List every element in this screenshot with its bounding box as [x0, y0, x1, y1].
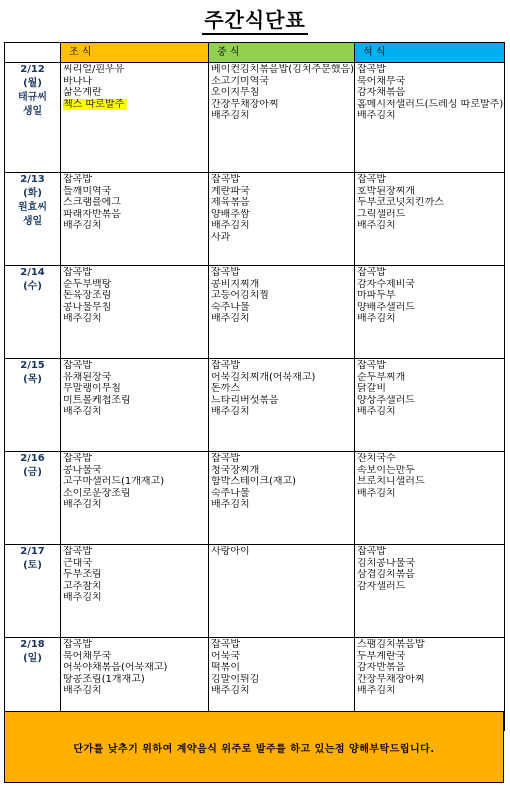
weekly-menu-table — [4, 42, 505, 731]
menu-item: 어묵야채볶음(어묵재고) — [63, 662, 168, 674]
menu-item: 잡곡밥 — [357, 64, 386, 75]
menu-item — [211, 122, 354, 134]
menu-item — [357, 418, 504, 430]
day-row — [5, 173, 505, 266]
menu-item: 배추김치 — [357, 313, 396, 325]
menu-item — [63, 511, 208, 523]
menu-item: 무말랭이무침 — [63, 383, 121, 395]
day-row — [5, 266, 505, 359]
day-weekday: (일) — [23, 653, 42, 664]
menu-item: 씨리얼/흰우유 — [63, 64, 125, 75]
day-note: 생일 — [22, 216, 43, 227]
day-cell — [5, 173, 61, 266]
menu-item: 잡곡밥 — [211, 453, 240, 464]
day-weekday: (토) — [23, 560, 42, 571]
menu-item: 닭갈비 — [357, 383, 386, 395]
menu-item: 어묵국 — [211, 650, 240, 662]
menu-item: 유채된장국 — [63, 371, 112, 383]
header-lunch: 중 식 — [209, 43, 355, 63]
day-weekday: (화) — [23, 188, 42, 199]
dinner-cell — [355, 63, 505, 173]
day-note: 생일 — [22, 106, 43, 117]
menu-item — [211, 325, 354, 337]
day-date: 2/12 — [20, 64, 45, 75]
menu-item: 돈육장조림 — [63, 290, 112, 302]
menu-item — [357, 511, 504, 523]
menu-item — [211, 581, 354, 593]
menu-item: 배추김치 — [211, 685, 250, 697]
menu-item: 계란파국 — [211, 185, 250, 197]
header-dinner: 석 식 — [355, 43, 505, 63]
menu-item: 배추김치 — [357, 685, 396, 697]
menu-item: 잔치국수 — [357, 453, 396, 464]
menu-item: 감자샐러드 — [357, 580, 406, 592]
lunch-cell — [209, 266, 355, 359]
menu-item: 잡곡밥 — [211, 639, 240, 650]
menu-item: 간장무채장아찌 — [211, 98, 279, 110]
menu-item: 소이로운장조림 — [63, 487, 131, 499]
menu-item: 잡곡밥 — [63, 453, 92, 464]
menu-item: 두부계란국 — [357, 650, 406, 662]
page-title — [0, 8, 510, 35]
day-row — [5, 63, 505, 173]
menu-item: 감자수제비국 — [357, 278, 415, 290]
menu-item: 배추김치 — [357, 406, 396, 418]
breakfast-cell — [61, 63, 209, 173]
menu-item: 배추김치 — [63, 313, 102, 325]
notice-text: 단가를 낮추기 위하여 계약음식 위주로 발주를 하고 있는점 양해부탁드립니다. — [73, 743, 435, 755]
menu-item: 콩비지찌개 — [211, 278, 260, 290]
menu-item: 함박스테이크(재고) — [211, 476, 297, 488]
menu-item: 간장무채장아찌 — [357, 673, 425, 685]
menu-item: 잡곡밥 — [211, 174, 240, 185]
lunch-cell — [209, 173, 355, 266]
breakfast-cell — [61, 359, 209, 452]
menu-item: 숙주나물 — [211, 301, 250, 313]
menu-item: 잡곡밥 — [63, 546, 92, 557]
menu-item: 양상추샐러드 — [357, 394, 415, 406]
breakfast-cell — [61, 173, 209, 266]
lunch-cell — [209, 545, 355, 638]
menu-item: 브로치니샐러드 — [357, 476, 425, 488]
menu-item — [211, 569, 354, 581]
dinner-cell — [355, 452, 505, 545]
menu-item: 배추김치 — [211, 406, 250, 418]
menu-item — [63, 604, 208, 616]
menu-item: 어묵김치찌개(어묵재고) — [211, 371, 316, 383]
menu-item — [63, 418, 208, 430]
notice-banner — [4, 711, 504, 783]
menu-item: 청국장찌개 — [211, 464, 260, 476]
header-breakfast: 조 식 — [61, 43, 209, 63]
menu-item: 순두부찌개 — [357, 371, 406, 383]
menu-item: 배추김치 — [63, 220, 102, 232]
menu-item: 콩나물무침 — [63, 301, 112, 313]
dinner-cell — [355, 545, 505, 638]
day-cell — [5, 359, 61, 452]
breakfast-cell — [61, 452, 209, 545]
header-day — [5, 43, 61, 63]
day-row — [5, 452, 505, 545]
menu-item: 배추김치 — [63, 685, 102, 697]
menu-item: 스크램블에그 — [63, 197, 121, 209]
menu-item — [211, 418, 354, 430]
menu-item — [211, 592, 354, 604]
menu-item: 잡곡밥 — [63, 267, 92, 278]
menu-item: 고구마샐러드(1개재고) — [63, 476, 165, 488]
menu-item: 배추김치 — [211, 220, 250, 232]
menu-item: 배추김치 — [63, 592, 102, 604]
menu-item: 두부조림 — [63, 569, 102, 581]
menu-item: 베이컨김치볶음밥(김치주문했음) — [211, 64, 354, 75]
day-cell — [5, 545, 61, 638]
menu-item: 양배추샐러드 — [357, 301, 415, 313]
day-date: 2/17 — [20, 546, 45, 557]
menu-item: 오이지무침 — [211, 87, 260, 99]
dinner-cell — [355, 359, 505, 452]
menu-item: 잡곡밥 — [63, 174, 92, 185]
menu-item: 그릭샐러드 — [357, 208, 406, 220]
menu-item: 바나나 — [63, 75, 92, 87]
menu-item: 돈까스 — [211, 383, 240, 395]
day-date: 2/18 — [20, 639, 45, 650]
menu-item: 배추김치 — [357, 487, 396, 499]
menu-item: 미트볼케첩조림 — [63, 394, 131, 406]
menu-item: 감자채볶음 — [357, 87, 406, 99]
day-cell — [5, 452, 61, 545]
menu-item: 배추김치 — [211, 499, 250, 511]
menu-item: 스팸김치볶음밥 — [357, 639, 425, 650]
menu-item — [357, 325, 504, 337]
menu-item: 삼겹김치볶음 — [357, 569, 415, 581]
day-cell — [5, 266, 61, 359]
menu-item: 삶은계란 — [63, 87, 102, 99]
menu-item: 땅콩조림(1개재고) — [63, 673, 145, 685]
menu-item — [211, 697, 354, 709]
day-weekday: (목) — [23, 374, 42, 385]
menu-item: 배추김치 — [211, 110, 250, 122]
menu-item: 근대국 — [63, 557, 92, 569]
menu-item: 파래자반볶음 — [63, 208, 121, 220]
menu-item — [357, 499, 504, 511]
menu-item — [63, 697, 208, 709]
menu-item — [63, 114, 208, 126]
menu-item — [211, 604, 354, 616]
menu-item: 잡곡밥 — [63, 360, 92, 371]
menu-item: 두부코코넛치킨까스 — [357, 197, 444, 209]
day-weekday: (월) — [23, 78, 42, 89]
menu-item: 배추김치 — [63, 406, 102, 418]
menu-item — [357, 697, 504, 709]
menu-item: 콩나물국 — [63, 464, 102, 476]
menu-item: 북어채무국 — [63, 650, 112, 662]
menu-item: 숙주나물 — [211, 487, 250, 499]
menu-item — [63, 232, 208, 244]
menu-item: 홈메시저샐러드(드레싱 따로발주) — [357, 98, 504, 110]
menu-item: 양배추쌈 — [211, 208, 250, 220]
menu-item — [357, 604, 504, 616]
menu-item: 호박된장찌개 — [357, 185, 415, 197]
menu-item — [211, 511, 354, 523]
menu-item: 들깨미역국 — [63, 185, 112, 197]
day-weekday: (수) — [23, 281, 42, 292]
menu-item: 잡곡밥 — [357, 360, 386, 371]
menu-item: 순두부백탕 — [63, 278, 112, 290]
menu-item: 잡곡밥 — [211, 267, 240, 278]
menu-item: 배추김치 — [357, 110, 396, 122]
menu-item: 제육볶음 — [211, 197, 250, 209]
lunch-cell — [209, 452, 355, 545]
menu-item: 마파두부 — [357, 290, 396, 302]
menu-item — [357, 592, 504, 604]
menu-item — [357, 232, 504, 244]
breakfast-cell — [61, 545, 209, 638]
menu-item: 잡곡밥 — [357, 267, 386, 278]
menu-item — [357, 122, 504, 134]
day-date: 2/15 — [20, 360, 45, 371]
menu-item — [63, 325, 208, 337]
menu-item: 사과 — [211, 231, 231, 243]
menu-item: 느타리버섯볶음 — [211, 394, 279, 406]
day-date: 2/13 — [20, 174, 45, 185]
menu-item — [63, 126, 208, 138]
day-date: 2/14 — [20, 267, 45, 278]
day-weekday: (금) — [23, 467, 42, 478]
lunch-cell — [209, 359, 355, 452]
day-row — [5, 545, 505, 638]
day-note: 원효씨 — [18, 202, 47, 213]
menu-item: 배추김치 — [357, 220, 396, 232]
menu-item: 배추김치 — [63, 499, 102, 511]
menu-item: 고추참치 — [63, 580, 102, 592]
day-note: 태규씨 — [18, 92, 47, 103]
menu-item: 떡볶이 — [211, 662, 240, 674]
menu-item — [211, 558, 354, 570]
breakfast-cell — [61, 266, 209, 359]
menu-item: 첵스 따로발주 — [63, 99, 127, 111]
menu-item: 고등어김치찜 — [211, 290, 269, 302]
lunch-cell — [209, 63, 355, 173]
day-cell — [5, 63, 61, 173]
header-row — [5, 43, 505, 63]
menu-item: 잡곡밥 — [211, 360, 240, 371]
menu-item: 잡곡밥 — [357, 174, 386, 185]
day-date: 2/16 — [20, 453, 45, 464]
menu-item: 소고기미역국 — [211, 75, 269, 87]
menu-item: 김말이튀김 — [211, 673, 260, 685]
menu-item: 배추김치 — [211, 313, 250, 325]
menu-item: 사랑아이 — [211, 546, 250, 557]
dinner-cell — [355, 266, 505, 359]
menu-item: 잡곡밥 — [63, 639, 92, 650]
menu-item: 속보이는만두 — [357, 464, 415, 476]
page-title-text: 주간식단표 — [202, 8, 308, 35]
menu-item: 김치콩나물국 — [357, 557, 415, 569]
menu-item: 북어채무국 — [357, 75, 406, 87]
menu-item: 감자반볶음 — [357, 662, 406, 674]
day-row — [5, 359, 505, 452]
dinner-cell — [355, 173, 505, 266]
menu-item: 잡곡밥 — [357, 546, 386, 557]
